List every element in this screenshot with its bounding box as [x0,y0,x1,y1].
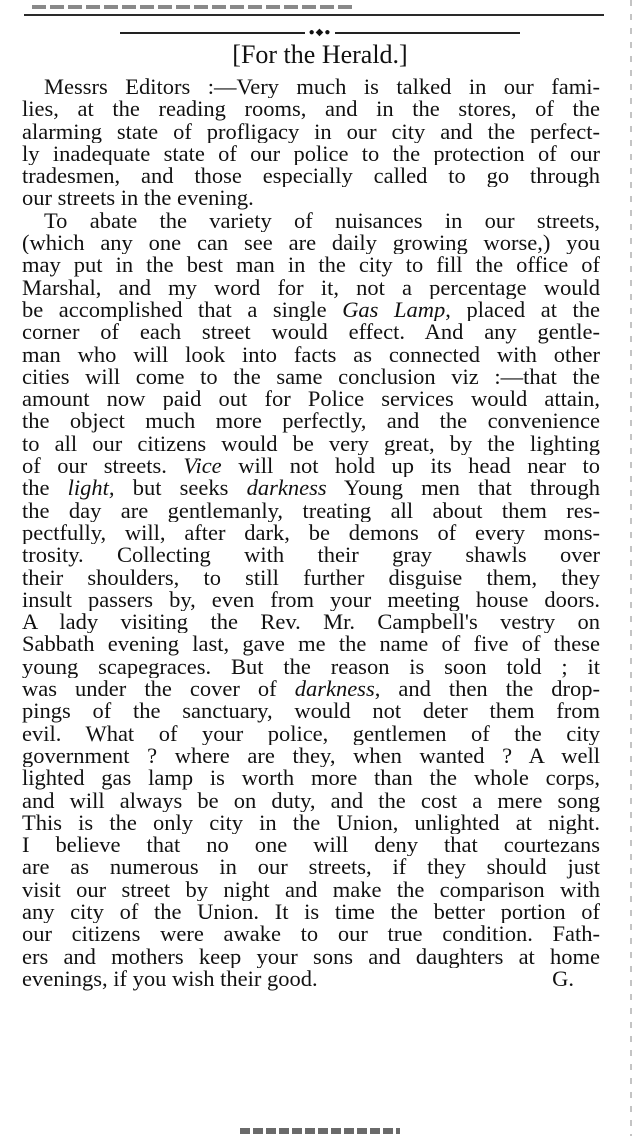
article-line: of our streets. Vice will not hold up its head near to [22,455,600,478]
article-line: be accomplished that a single Gas Lamp, placed at the [22,298,600,322]
column-edge-mark [630,0,632,1136]
article-line: our citizens were awake to our true condition. Fath- [22,923,600,946]
article-line: the day are gentlemanly, treating all about them res- [22,499,600,522]
article-line: I believe that no one will deny that courtezans [22,834,600,857]
article-line: A lady visiting the Rev. Mr. Campbell's vestry on [22,611,600,634]
article-line: Sabbath evening last, gave me the name of five of these [22,633,600,656]
closing-line: evenings, if you wish their good. [22,965,318,991]
article-line: pings of the sanctuary, would not deter them from [22,700,600,723]
article-line: ers and mothers keep your sons and daughters at home [22,945,600,968]
bottom-rule-fragment [240,1128,400,1134]
divider-dots: ●◆● [308,27,332,38]
divider-line-left [120,32,305,34]
article-line: (which any one can see are daily growing worse,) you [22,232,600,255]
article-line: lies, at the reading rooms, and in the stores, of the [22,98,600,121]
article-line: To abate the variety of nuisances in our streets, [44,209,600,233]
article-line: ly inadequate state of our police to the protection of our [22,142,600,166]
article-line: government ? where are they, when wanted ? A well [22,744,600,768]
article-line: trosity. Collecting with their gray shawls over [22,544,600,567]
article-line: may put in the best man in the city to fill the office of [22,254,600,277]
article-line: was under the cover of darkness, and then the drop- [22,678,600,701]
article-line: the light, but seeks darkness Young men that through [22,477,600,500]
article-line: young scapegraces. But the reason is soon told ; it [22,655,600,679]
article-line: evil. What of your police, gentlemen of the city [22,722,600,745]
article-line: the object much more perfectly, and the convenience [22,410,600,433]
article-line: tradesmen, and those especially called to go through [22,165,600,188]
article-line: and will always be on duty, and the cost a mere song [22,789,600,812]
closing-row [22,965,600,991]
article-line: man who will look into facts as connected with other [22,343,600,366]
article-body [22,76,600,990]
column-top-rule [24,14,604,19]
article-line: Messrs Editors :—Very much is talked in our fami- [44,76,600,99]
article-line: lighted gas lamp is worth more than the whole corps, [22,767,600,790]
article-line: pectfully, will, after dark, be demons of every mons- [22,521,600,545]
masthead-rule-fragment [32,5,352,9]
article-line: to all our citizens would be very great, by the lighting [22,432,600,456]
author-signature: G. [552,965,574,991]
article-line: their shoulders, to still further disguise them, they [22,566,600,589]
article-heading: [For the Herald.] [232,40,408,69]
article-line: alarming state of profligacy in our city and the perfect- [22,120,600,143]
article-line: This is the only city in the Union, unlighted at night. [22,811,600,835]
divider-line-right [335,32,520,34]
article-line: visit our street by night and make the comparison with [22,878,600,901]
article-line: any city of the Union. It is time the better portion of [22,900,600,924]
article-line: insult passers by, even from your meeting house doors. [22,588,600,612]
article-line: amount now paid out for Police services would attain, [22,388,600,411]
article-line: are as numerous in our streets, if they should just [22,856,600,879]
article-line: cities will come to the same conclusion viz :—that the [22,365,600,389]
article-line: corner of each street would effect. And any gentle- [22,321,600,344]
article-line: Marshal, and my word for it, not a percentage would [22,276,600,299]
article-line: our streets in the evening. [22,187,254,210]
article-lines [22,76,600,968]
